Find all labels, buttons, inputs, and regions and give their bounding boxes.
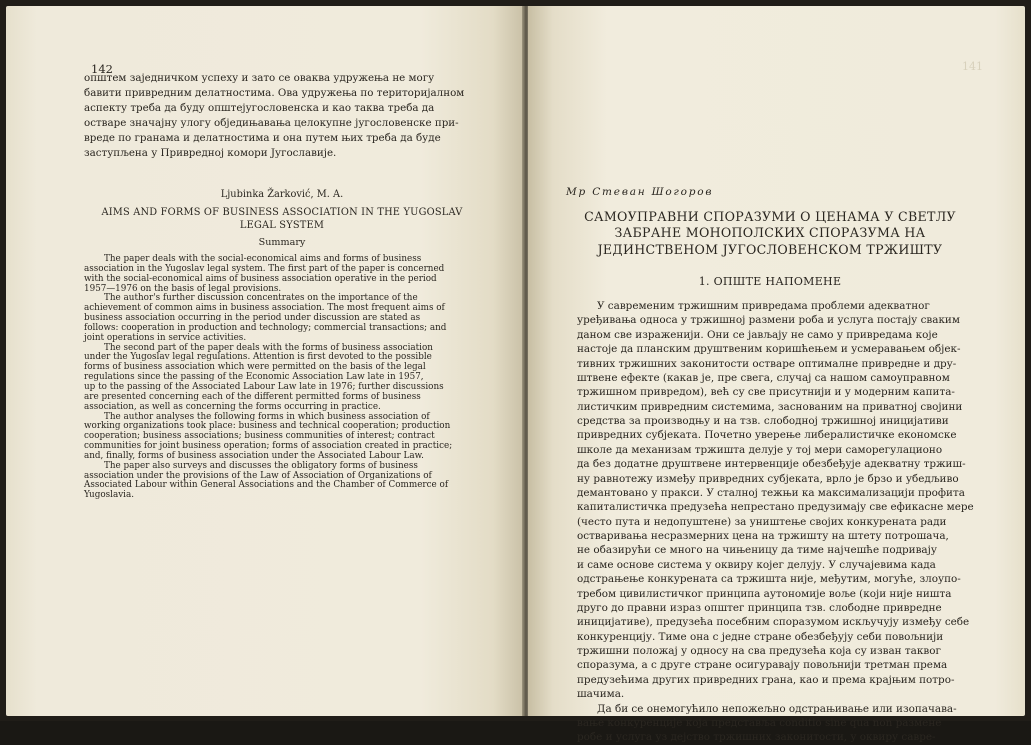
- article-title-line: САМОУПРАВНИ СПОРАЗУМИ О ЦЕНАМА У СВЕТЛУ: [584, 209, 956, 224]
- summary-line: up to the passing of the Associated Labour Law late in 1976; further discussions: [84, 381, 444, 392]
- body-line: иницијативе), предузећа посебним споразумом искључују између себе: [577, 616, 970, 629]
- body-line: робе и услуга уз дејство тржишних законитости, у оквиру савре-: [577, 731, 936, 744]
- text-line: вреде по гранама и делатностима и она путем њих треба да буде: [84, 132, 441, 144]
- summary-line: association under the provisions of the Law of Association of Organizations of: [84, 470, 432, 481]
- summary-line: Yugoslavia.: [84, 490, 135, 501]
- body-line: друго до правни израз општег принципа тзв. слободне привредне: [577, 601, 942, 614]
- summary-title: [84, 207, 480, 232]
- summary-line: regulations since the passing of the Economic Association Law late in 1957,: [84, 372, 424, 383]
- article-title-line: ЗАБРАНЕ МОНОПОЛСКИХ СПОРАЗУМА НА: [614, 225, 926, 241]
- summary-line: achievement of common aims in business association. The most frequent aims of: [84, 303, 445, 314]
- summary-line: joint operations in service activities.: [84, 332, 247, 343]
- body-line: да без додатне друштвене интервенције обезбеђује адекватну тржиш-: [577, 458, 966, 471]
- body-line: ну равнотежу између привредних субјеката, врло је брзо и убедљиво: [577, 472, 959, 485]
- summary-line: forms of business association which were permitted on the basis of the legal: [84, 362, 426, 373]
- body-line: тржишни положај у односу на сва предузећа која су изван таквог: [577, 645, 941, 657]
- summary-line: and, finally, forms of business association under the Associated Labour Law.: [84, 450, 424, 461]
- section-heading: 1. ОПШТЕ НАПОМЕНЕ: [698, 275, 842, 288]
- body-line: конкуренцију. Тиме она с једне стране обезбеђују себи повољнији: [577, 630, 944, 643]
- summary-line: association, as well as concerning the forms occurring in practice.: [84, 401, 381, 412]
- body-line: вање конкуренције која представља conditio sine qua non размене: [577, 716, 942, 729]
- summary-line: The author analyses the following forms in which business association of: [104, 411, 430, 422]
- body-line: даном све израженији. Они се јављају не само у привредама које: [577, 328, 938, 341]
- text-line: остваре значајну улогу обједињавања целокупне југословенске при-: [84, 117, 459, 129]
- article-body: [577, 299, 974, 745]
- body-line: (често пута и недопуштене) за уништење својих конкурената ради: [577, 515, 947, 528]
- summary-line: Associated Labour within General Associations and the Chamber of Commerce of: [84, 480, 449, 491]
- body-line: остваривања несразмерних цена на тржишту на штету потрошача,: [577, 530, 949, 542]
- body-line: У савременим тржишним привредама проблеми адекватног: [597, 300, 930, 312]
- body-line: Да би се онемогућило непожељно одстрањивање или изопачава-: [597, 702, 957, 715]
- body-line: школе да механизам тржишта делује у тој мери саморегулационо: [577, 443, 943, 456]
- article-author: Мр Стеван Шогоров: [566, 186, 714, 198]
- showthrough-page-number: 141: [962, 60, 983, 73]
- body-line: тржишном привредом), већ су све присутнији и у модерним капита-: [577, 386, 955, 399]
- summary-line: with the social-economical aims of business association operative in the period: [84, 273, 437, 284]
- body-line: тивних тржишних законитости остваре оптималне привредне и дру-: [577, 357, 957, 370]
- summary-line: working organizations took place: business and technical cooperation; production: [84, 421, 451, 432]
- body-line: споразума, а с друге стране осигуравају повољнији третман према: [577, 659, 948, 672]
- article-title-line: ЈЕДИНСТВЕНОМ ЈУГОСЛОВЕНСКОМ ТРЖИШТУ: [597, 241, 943, 257]
- summary-line: The paper deals with the social-economical aims and forms of business: [104, 254, 422, 264]
- intro-paragraph: [84, 71, 480, 161]
- body-line: требом цивилистичког принципа аутономије воље (који није ништа: [577, 587, 952, 600]
- summary-line: business association occurring in the period under discussion are stated as: [84, 313, 421, 324]
- summary-body: [84, 255, 480, 501]
- article-title: [568, 209, 972, 258]
- body-line: листичким привредним системима, заснованим на приватној својини: [577, 400, 963, 413]
- text-line: аспекту треба да буду општејугословенска и као таква треба да: [84, 102, 435, 114]
- summary-line: are presented concerning each of the different permitted forms of business: [84, 391, 421, 402]
- body-line: шачима.: [577, 688, 625, 701]
- summary-line: 1957—1976 on the basis of legal provisions.: [84, 283, 282, 294]
- text-line: општем заједничком успеху и зато се оваква удружења не могу: [84, 72, 435, 84]
- summary-title-line: LEGAL SYSTEM: [239, 219, 325, 231]
- body-line: настоје да планским друштвеним коришћењем и усмеравањем објек-: [577, 343, 961, 356]
- summary-line: The paper also surveys and discusses the obligatory forms of business: [104, 460, 418, 471]
- summary-title-line: AIMS AND FORMS OF BUSINESS ASSOCIATION IN THE YUGOSLAV: [101, 207, 463, 218]
- summary-heading: Summary: [258, 237, 306, 248]
- body-line: и саме основе система у оквиру којег делују. У случајевима када: [577, 558, 936, 571]
- body-line: одстрањење конкурената са тржишта није, међутим, могуће, злоупо-: [577, 573, 961, 586]
- text-line: бавити привредним делатностима. Ова удружења по територијалном: [84, 87, 465, 99]
- summary-line: The author's further discussion concentrates on the importance of the: [104, 293, 418, 304]
- summary-line: The second part of the paper deals with the forms of business association: [104, 342, 433, 353]
- page-number: 142: [91, 62, 113, 76]
- summary-line: communities for joint business operation; forms of association created in practice;: [84, 441, 453, 452]
- summary-line: cooperation; business associations; business communities of interest; contract: [84, 431, 435, 442]
- summary-author: Ljubinka Žarković, M. A.: [220, 189, 344, 200]
- body-line: демантовано у пракси. У сталној тежњи ка максимализацији профита: [577, 486, 965, 499]
- body-line: уређивања односа у тржишној размени роба и услуга постају сваким: [577, 314, 960, 327]
- body-line: средства за производњу и на тзв. слободној тржишној иницијативи: [577, 415, 949, 427]
- body-line: предузећима других привредних грана, као и према крајњим потро-: [577, 673, 955, 686]
- body-line: штвене ефекте (какав је, пре свега, случај са нашом самоуправном: [577, 371, 950, 384]
- body-line: привредних субјеката. Почетно уверење либералистичке економске: [577, 429, 957, 442]
- text-line: заступљена у Привредној комори Југославије.: [84, 147, 337, 159]
- summary-line: association in the Yugoslav legal system. The first part of the paper is concerned: [84, 263, 445, 274]
- summary-line: under the Yugoslav legal regulations. Attention is first devoted to the possible: [84, 352, 432, 363]
- summary-line: follows: cooperation in production and technology; commercial transactions; and: [84, 322, 447, 333]
- body-line: капиталистичка предузећа непрестано предузимају све ефикасне мере: [577, 501, 974, 514]
- body-line: не обазирући се много на чињеницу да тиме најчешће подривају: [577, 544, 937, 557]
